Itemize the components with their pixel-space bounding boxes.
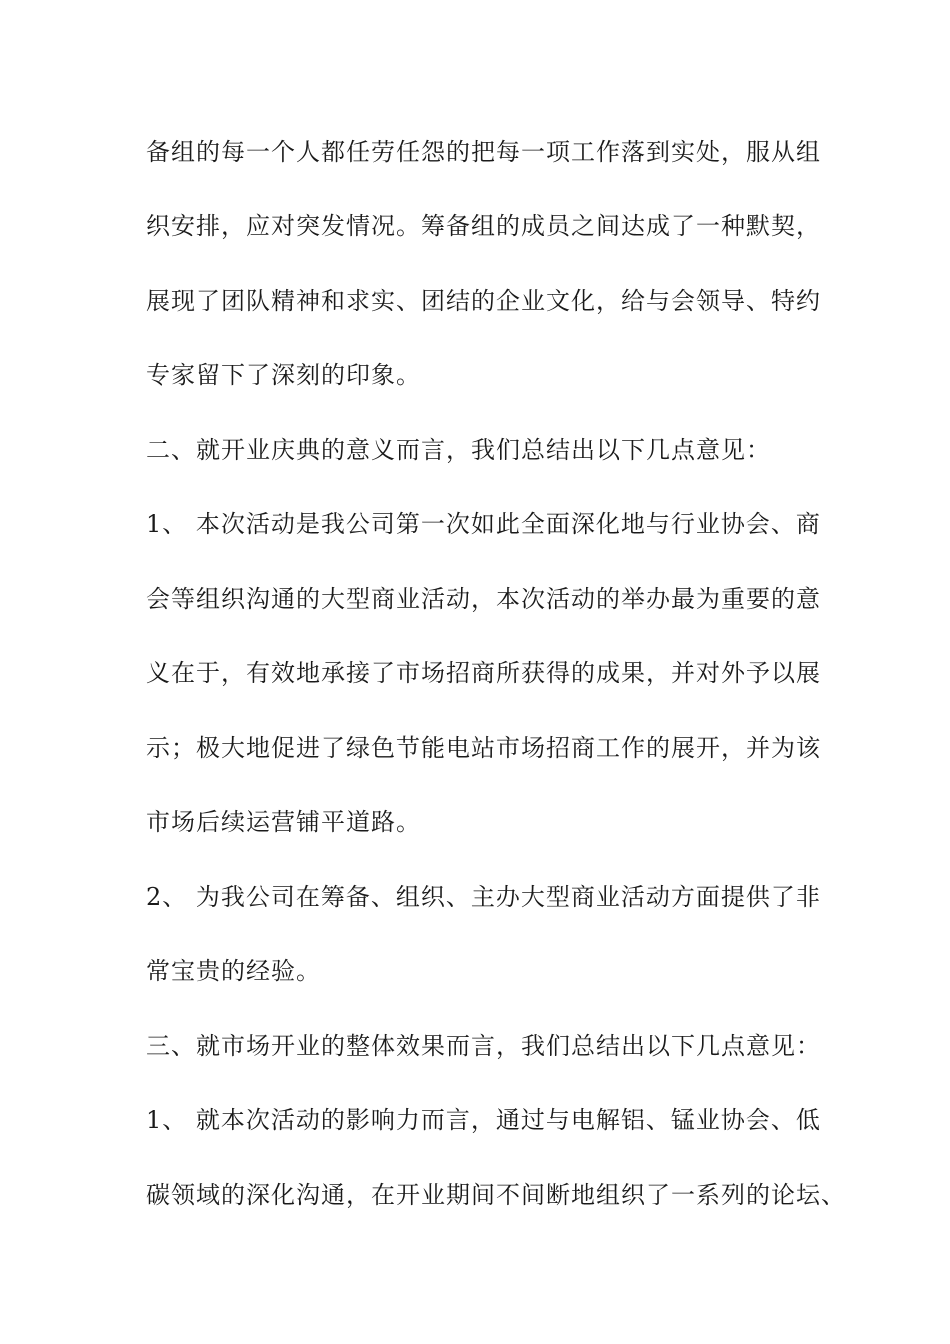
text-line: 织安排，应对突发情况。筹备组的成员之间达成了一种默契， <box>146 212 821 240</box>
section-heading: 三、就市场开业的整体效果而言，我们总结出以下几点意见： <box>146 1032 821 1060</box>
text-line: 碳领域的深化沟通，在开业期间不间断地组织了一系列的论坛、 <box>146 1181 846 1209</box>
text-line: 1、 就本次活动的影响力而言，通过与电解铝、锰业协会、低 <box>146 1106 821 1134</box>
text-line: 专家留下了深刻的印象。 <box>146 361 421 389</box>
section-heading: 二、就开业庆典的意义而言，我们总结出以下几点意见： <box>146 436 771 464</box>
text-line: 示；极大地促进了绿色节能电站市场招商工作的展开，并为该 <box>146 734 821 762</box>
text-line: 展现了团队精神和求实、团结的企业文化，给与会领导、特约 <box>146 287 821 315</box>
text-line: 义在于，有效地承接了市场招商所获得的成果，并对外予以展 <box>146 659 821 687</box>
text-line: 常宝贵的经验。 <box>146 957 321 985</box>
text-line: 会等组织沟通的大型商业活动，本次活动的举办最为重要的意 <box>146 585 821 613</box>
text-line: 1、 本次活动是我公司第一次如此全面深化地与行业协会、商 <box>146 510 821 538</box>
text-line: 备组的每一个人都任劳任怨的把每一项工作落到实处，服从组 <box>146 138 821 166</box>
text-line: 2、 为我公司在筹备、组织、主办大型商业活动方面提供了非 <box>146 883 821 911</box>
text-line: 市场后续运营铺平道路。 <box>146 808 421 836</box>
